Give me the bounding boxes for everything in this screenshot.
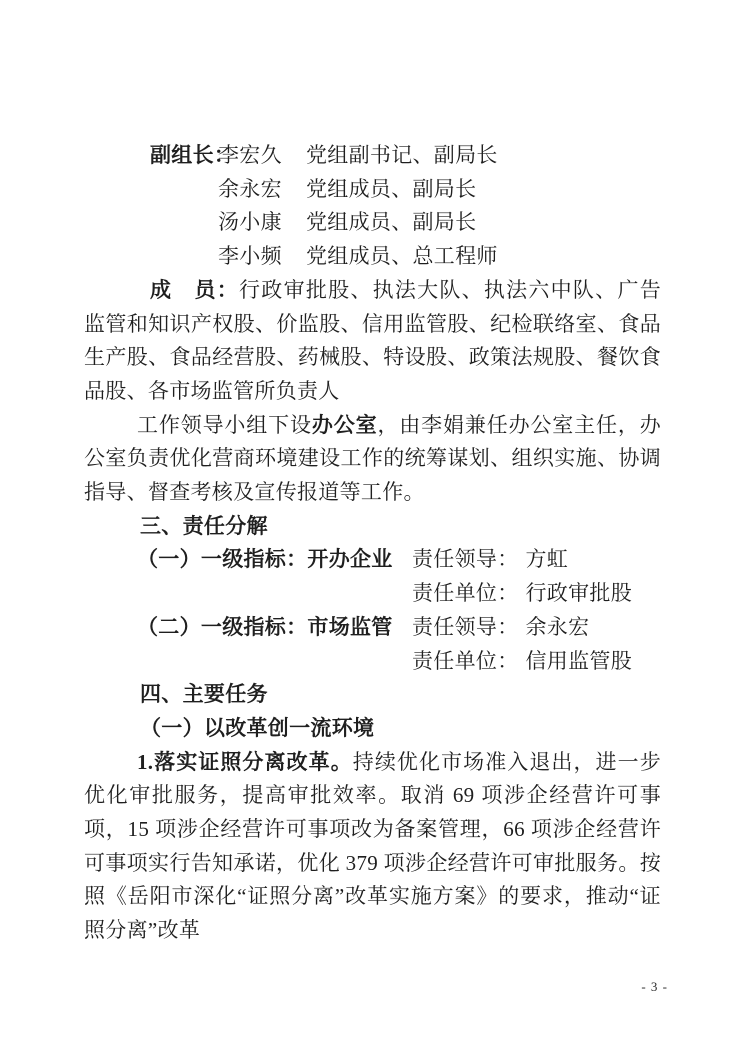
task1-title: 1.落实证照分离改革。: [137, 749, 353, 774]
members-paragraph: [84, 274, 661, 409]
task1-text: 持续优化市场准入退出，进一步优化审批服务，提高审批效率。取消 69 项涉企经营许可事项，15 项涉企经营许可事项改为备案管理，66 项涉企经营许可事项实行告知承诺，优化 379 项涉企经营许可审批服务。按照《岳阳市深化“证照分离”改革实施方案》的要求，推动“证照分离”改革: [84, 749, 661, 943]
deputy-leader-title: 党组副书记、副局长: [306, 143, 498, 167]
responsible-leader: [412, 611, 661, 645]
unit-name: 行政审批股: [525, 581, 632, 606]
office-text-pre: 工作领导小组下设: [137, 412, 312, 437]
document-text-block: [84, 139, 661, 948]
indicator-label: （二）一级指标：市场监管: [137, 614, 393, 639]
responsibility-item: [84, 543, 661, 610]
deputy-leader-name: 李宏久: [218, 143, 282, 167]
unit-name: 信用监管股: [525, 648, 632, 673]
unit-label: 责任单位：: [412, 648, 519, 673]
leader-name: 方虹: [525, 547, 569, 572]
members-label: 成 员：: [150, 277, 240, 302]
section3-heading: 三、责任分解: [140, 513, 268, 538]
deputy-leader-row: [84, 173, 661, 207]
deputy-leader-name: 余永宏: [218, 176, 282, 201]
responsible-unit: [412, 577, 661, 611]
page-number: - 3 -: [641, 979, 668, 994]
unit-label: 责任单位：: [412, 581, 519, 606]
responsible-unit: [412, 645, 661, 679]
leader-name: 余永宏: [525, 614, 590, 639]
deputy-leader-row: [84, 240, 661, 274]
indicator-label: （一）一级指标：开办企业: [137, 547, 393, 572]
leader-label: 责任领导：: [412, 547, 519, 572]
task1-paragraph: [84, 746, 661, 948]
deputy-leader-row: [84, 139, 661, 173]
office-text-post: ，由李娟兼任办公室主任，办公室负责优化营商环境建设工作的统筹谋划、组织实施、协调指导、督查考核及宣传报道等工作。: [84, 412, 662, 505]
responsible-leader: [412, 543, 661, 577]
deputy-leader-name: 汤小康: [218, 210, 282, 235]
office-bold: 办公室: [311, 412, 378, 437]
office-paragraph: [84, 409, 661, 510]
section4-heading: 四、主要任务: [140, 682, 268, 707]
leader-label: 责任领导：: [412, 614, 519, 639]
deputy-leader-title: 党组成员、总工程师: [306, 244, 498, 269]
deputy-leader-name: 李小频: [218, 244, 282, 269]
deputy-leader-title: 党组成员、副局长: [306, 210, 477, 235]
members-text: 行政审批股、执法大队、执法六中队、广告监管和知识产权股、价监股、信用监管股、纪检联络室、食品生产股、食品经营股、药械股、特设股、政策法规股、餐饮食品股、各市场监管所负责人: [84, 277, 662, 403]
deputy-leader-title: 党组成员、副局长: [306, 176, 477, 201]
deputy-leader-row: [84, 206, 661, 240]
responsibility-item: [84, 611, 661, 678]
deputy-leader-label: 副组长：: [150, 143, 236, 167]
section4-sub-heading: （一）以改革创一流环境: [140, 715, 375, 740]
